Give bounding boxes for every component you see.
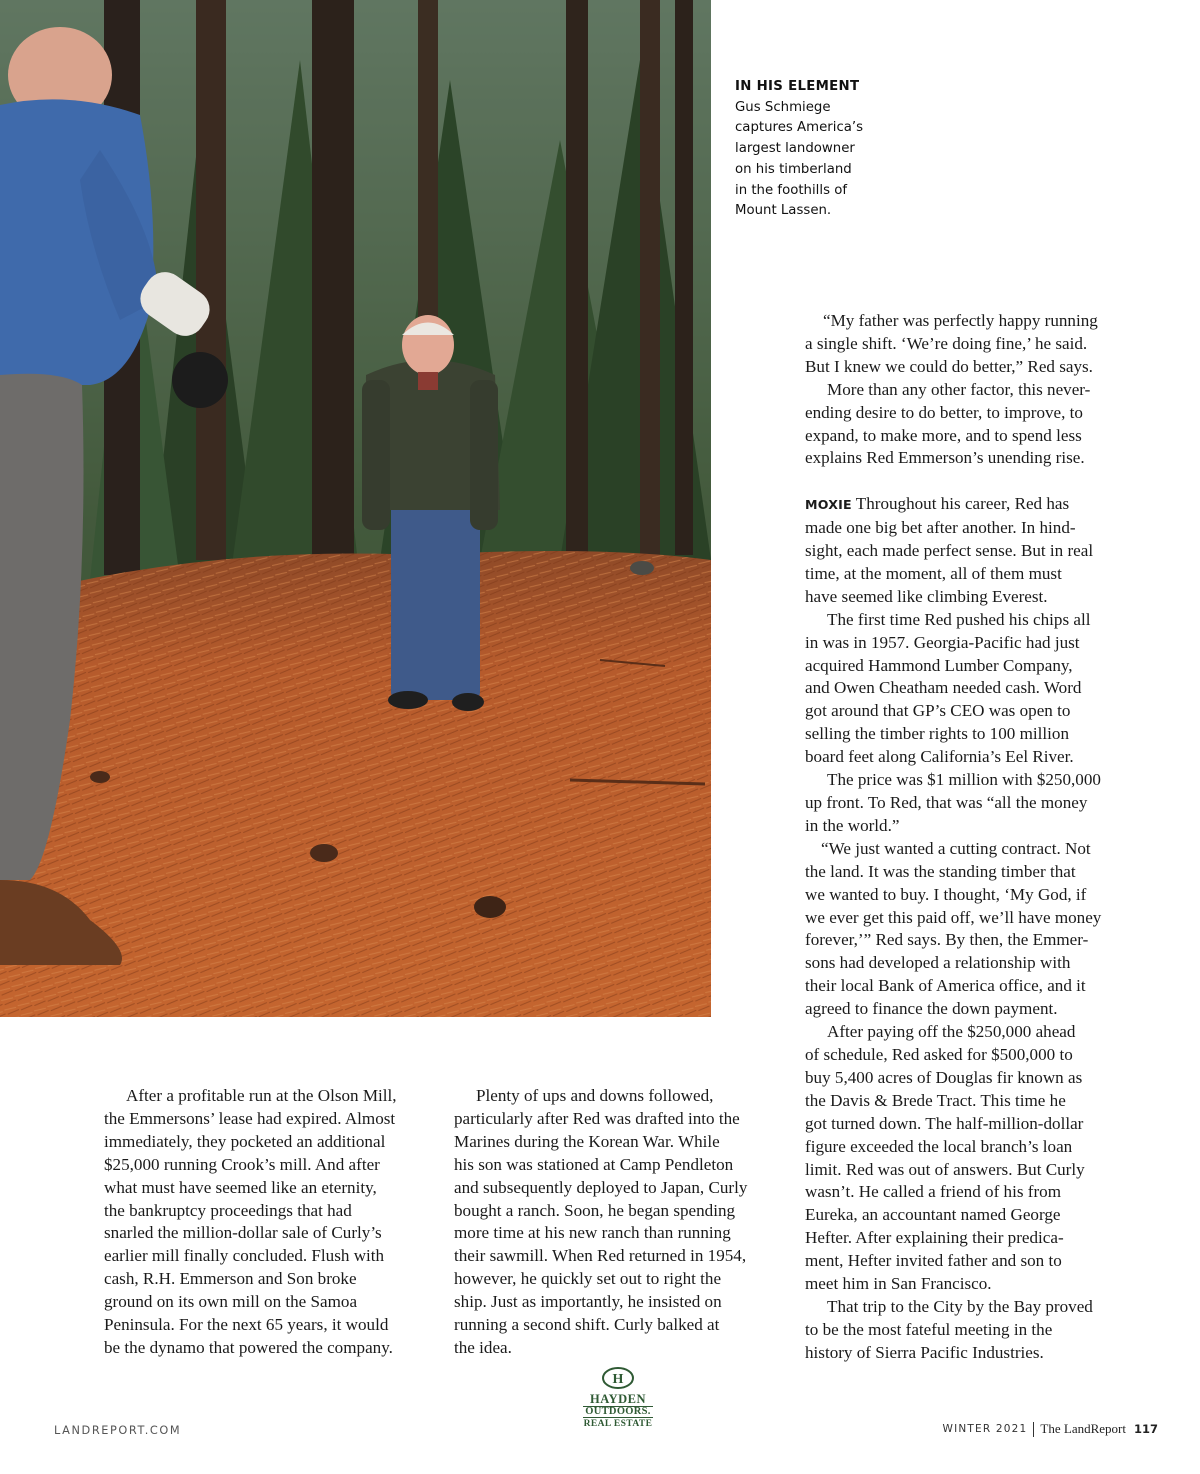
photo-caption	[735, 77, 885, 222]
caption-line: captures America’s	[735, 120, 864, 136]
text-line: bought a ranch. Soon, he began spending	[454, 1200, 736, 1220]
text-line: in was in 1957. Georgia-Pacific had just	[805, 632, 1080, 652]
text-line: what must have seemed like an eternity,	[104, 1177, 377, 1197]
text-line: their sawmill. When Red returned in 1954,	[454, 1246, 747, 1266]
text-line: snarled the million-dollar sale of Curly’s	[104, 1223, 382, 1243]
text-line: The price was $1 million with $250,000	[827, 770, 1101, 790]
text-line: we wanted to buy. I thought, ‘My God, if	[805, 884, 1087, 904]
text-line: explains Red Emmerson’s unending rise.	[805, 448, 1085, 468]
text-line: Eureka, an accountant named George	[805, 1205, 1061, 1225]
text-line: wasn’t. He called a friend of his from	[805, 1182, 1062, 1202]
text-line: running a second shift. Curly balked at	[454, 1315, 720, 1335]
magazine-name: The LandReport	[1040, 1421, 1126, 1436]
text-line: and Owen Cheatham needed cash. Word	[805, 678, 1082, 698]
text-line: agreed to finance the down payment.	[805, 999, 1058, 1019]
caption-heading: IN HIS ELEMENT	[735, 79, 860, 94]
footer-folio	[942, 1421, 1158, 1437]
text-line: more time at his new ranch than running	[454, 1223, 731, 1243]
text-line: to be the most fateful meeting in the	[805, 1319, 1053, 1339]
article-column-middle	[454, 1085, 784, 1360]
logo-h-emblem-icon	[602, 1367, 634, 1389]
text-line: time, at the moment, all of them must	[805, 563, 1062, 583]
text-line: selling the timber rights to 100 million	[805, 724, 1069, 744]
article-column-right	[805, 310, 1135, 1365]
text-line: have seemed like climbing Everest.	[805, 586, 1048, 606]
feature-photo	[0, 0, 711, 1017]
text-line: got around that GP’s CEO was open to	[805, 701, 1071, 721]
caption-line: in the foothills of	[735, 182, 848, 198]
text-line: board feet along California’s Eel River.	[805, 747, 1074, 767]
text-line: forever,’” Red says. By then, the Emmer-	[805, 930, 1089, 950]
text-line: ending desire to do better, to improve, to	[805, 402, 1083, 422]
text-line: the idea.	[454, 1337, 512, 1357]
text-line: however, he quickly set out to right the	[454, 1269, 722, 1289]
issue-season: WINTER 2021	[942, 1423, 1028, 1435]
section-first-line	[805, 493, 1135, 517]
text-line: “My father was perfectly happy running	[823, 311, 1098, 330]
text-line: made one big bet after another. In hind-	[805, 518, 1076, 538]
text-line: cash, R.H. Emmerson and Son broke	[104, 1269, 357, 1289]
caption-line: largest landowner	[735, 141, 855, 157]
caption-line: on his timberland	[735, 161, 852, 177]
text-line: Plenty of ups and downs followed,	[476, 1086, 714, 1105]
text-line: But I knew we could do better,” Red says.	[805, 356, 1093, 376]
text-line: the land. It was the standing timber that	[805, 861, 1076, 881]
text-line: up front. To Red, that was “all the money	[805, 793, 1088, 813]
text-line: the Davis & Brede Tract. This time he	[805, 1090, 1066, 1110]
text-line: the bankruptcy proceedings that had	[104, 1200, 352, 1220]
text-line: immediately, they pocketed an additional	[104, 1131, 386, 1151]
logo-line-1: HAYDEN	[589, 1392, 647, 1406]
text-line: particularly after Red was drafted into the	[454, 1108, 740, 1128]
logo-line-2: OUTDOORS.	[583, 1406, 653, 1418]
text-line: More than any other factor, this never-	[827, 379, 1091, 399]
text-line: earlier mill finally concluded. Flush with	[104, 1246, 385, 1266]
text-line: sight, each made perfect sense. But in real	[805, 541, 1094, 561]
forest-photo-illustration	[0, 0, 711, 1017]
section-kicker: MOXIE	[805, 497, 852, 513]
text-line: his son was stationed at Camp Pendleton	[454, 1154, 734, 1174]
text-line: limit. Red was out of answers. But Curly	[805, 1159, 1085, 1179]
text-line: Marines during the Korean War. While	[454, 1131, 720, 1151]
text-line: and subsequently deployed to Japan, Curly	[454, 1177, 748, 1197]
text-line: acquired Hammond Lumber Company,	[805, 655, 1073, 675]
text-line: That trip to the City by the Bay proved	[827, 1296, 1093, 1316]
text-line: Peninsula. For the next 65 years, it would	[104, 1315, 389, 1335]
section-gap	[805, 470, 1135, 493]
footer-site-url[interactable]: LANDREPORT.COM	[54, 1424, 182, 1437]
text-line: ment, Hefter invited father and son to	[805, 1251, 1062, 1271]
text-line: in the world.”	[805, 815, 900, 835]
hayden-outdoors-logo	[573, 1367, 663, 1433]
logo-line-3: REAL ESTATE	[583, 1419, 653, 1429]
text-line: “We just wanted a cutting contract. Not	[821, 838, 1091, 858]
text-line: the Emmersons’ lease had expired. Almost	[104, 1108, 396, 1128]
text-line: we ever get this paid off, we’ll have money	[805, 907, 1102, 927]
text-line: After a profitable run at the Olson Mill,	[126, 1086, 397, 1105]
text-line: The first time Red pushed his chips all	[827, 609, 1091, 629]
article-column-left	[104, 1085, 434, 1360]
text-line: $25,000 running Crook’s mill. And after	[104, 1154, 380, 1174]
text-line: a single shift. ‘We’re doing fine,’ he said.	[805, 333, 1088, 353]
text-line: sons had developed a relationship with	[805, 953, 1071, 973]
text-line: buy 5,400 acres of Douglas fir known as	[805, 1067, 1083, 1087]
caption-line: Gus Schmiege	[735, 99, 831, 115]
text-line: After paying off the $250,000 ahead	[827, 1022, 1076, 1042]
text-line: Hefter. After explaining their predica-	[805, 1228, 1064, 1248]
text-line: expand, to make more, and to spend less	[805, 425, 1082, 445]
text-run: Throughout his career, Red has	[855, 494, 1070, 514]
text-line: history of Sierra Pacific Industries.	[805, 1342, 1044, 1362]
text-line: their local Bank of America office, and it	[805, 976, 1086, 996]
text-line: got turned down. The half-million-dollar	[805, 1113, 1084, 1133]
text-line: ground on its own mill on the Samoa	[104, 1292, 358, 1312]
text-line: ship. Just as importantly, he insisted on	[454, 1292, 722, 1312]
caption-line: Mount Lassen.	[735, 203, 832, 219]
logo-letter: H	[612, 1372, 624, 1387]
text-line: figure exceeded the local branch’s loan	[805, 1136, 1073, 1156]
text-line: meet him in San Francisco.	[805, 1274, 992, 1294]
text-line: be the dynamo that powered the company.	[104, 1337, 393, 1357]
folio-divider	[1033, 1422, 1034, 1437]
page-number: 117	[1133, 1422, 1158, 1436]
text-line: of schedule, Red asked for $500,000 to	[805, 1044, 1073, 1064]
